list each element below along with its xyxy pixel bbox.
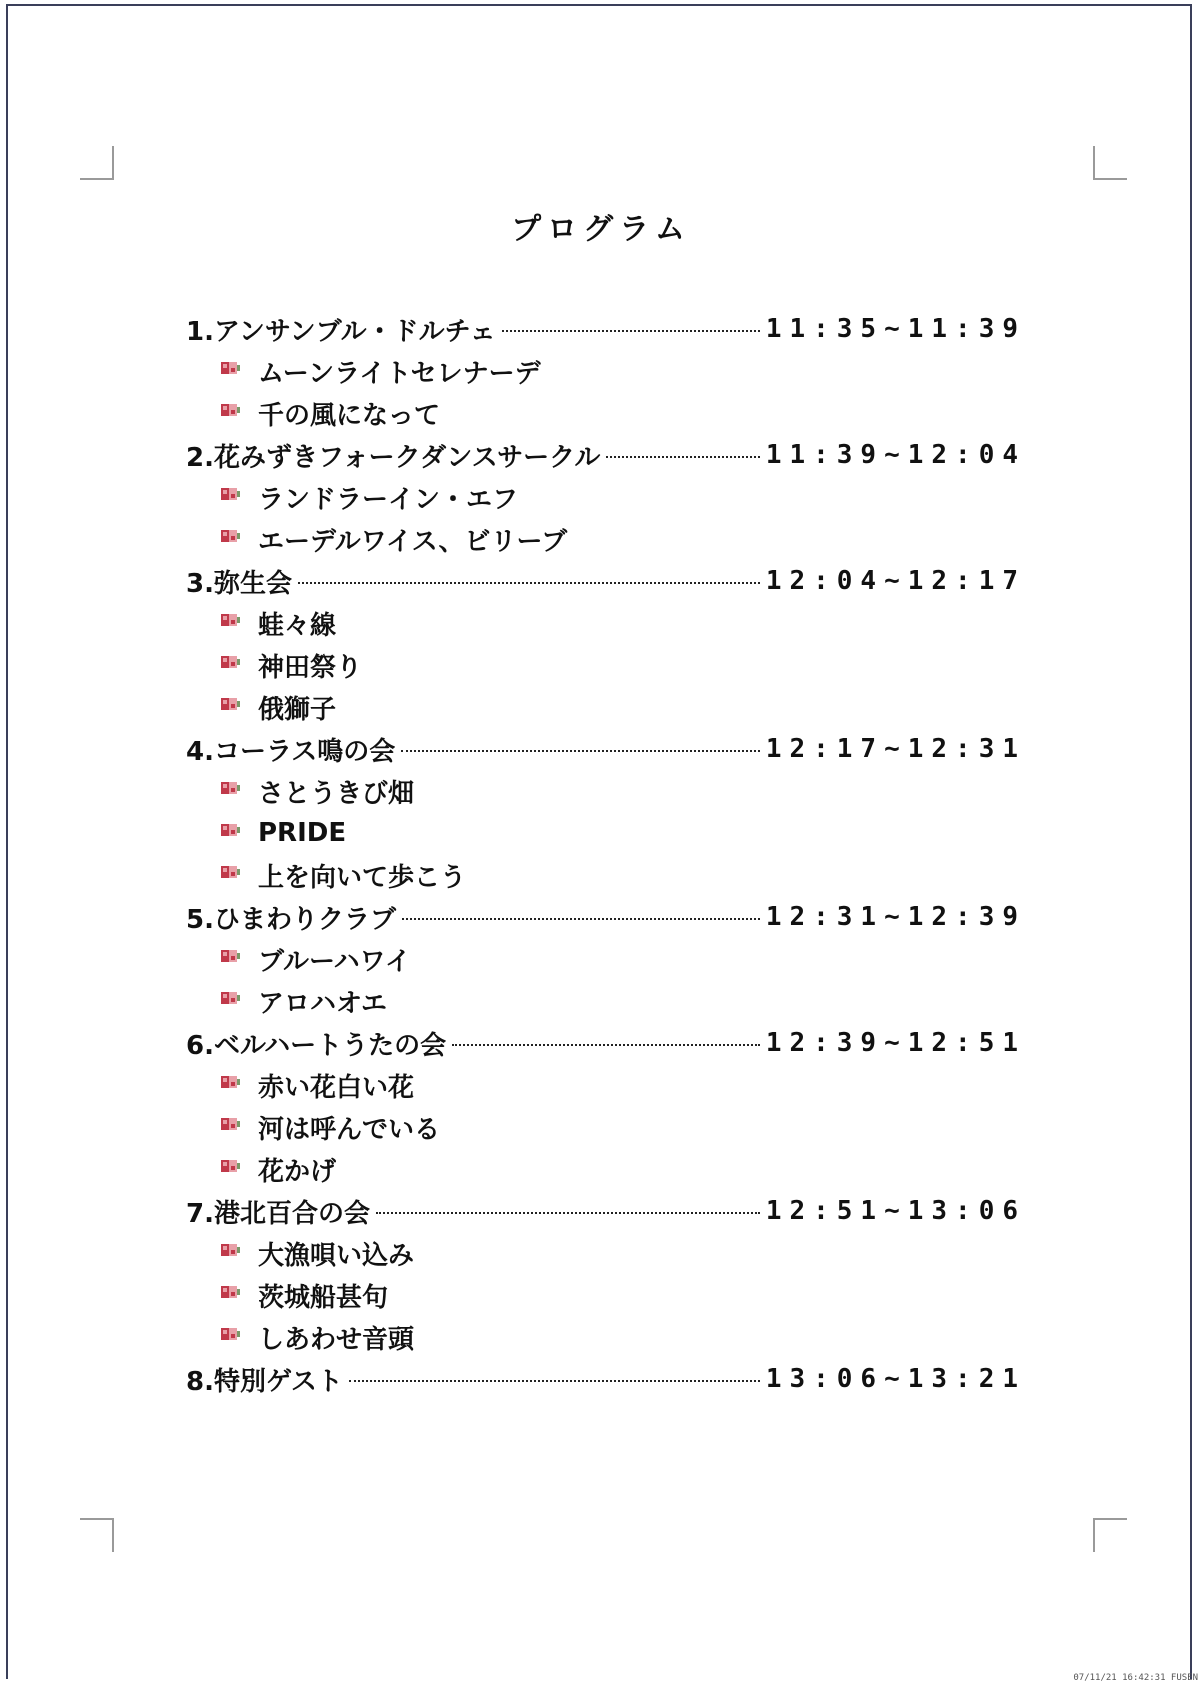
act-heading	[186, 434, 1026, 476]
act-number: 4.	[186, 736, 214, 767]
flower-bullet-icon	[220, 822, 242, 838]
dot-leader	[401, 750, 760, 752]
song-title: 蛙々線	[258, 610, 337, 641]
song-list	[186, 350, 1026, 434]
act-name	[186, 563, 292, 600]
act-time: 11:35~11:39	[765, 314, 1026, 344]
act-name	[186, 731, 395, 768]
song-item	[186, 770, 1026, 812]
act-number: 2.	[186, 442, 214, 473]
act-title: ひまわりクラブ	[213, 904, 396, 935]
dot-leader	[452, 1044, 760, 1046]
act-name	[186, 1025, 446, 1062]
song-item	[186, 476, 1026, 518]
program-list	[186, 308, 1026, 1400]
song-title: しあわせ音頭	[258, 1324, 415, 1355]
flower-bullet-icon	[220, 360, 242, 376]
act-title: 港北百合の会	[213, 1198, 370, 1229]
flower-bullet-icon	[220, 948, 242, 964]
program-act	[186, 728, 1026, 896]
flower-bullet-icon	[220, 1242, 242, 1258]
crop-mark-top-right	[1093, 146, 1127, 180]
crop-mark-bottom-left	[80, 1518, 114, 1552]
act-heading	[186, 308, 1026, 350]
dot-leader	[376, 1212, 760, 1214]
act-time: 12:51~13:06	[765, 1196, 1026, 1226]
song-title: 上を向いて歩こう	[258, 862, 467, 893]
act-time: 11:39~12:04	[765, 440, 1026, 470]
dot-leader	[606, 456, 759, 458]
song-item	[186, 1232, 1026, 1274]
act-title: アンサンブル・ドルチェ	[213, 316, 496, 347]
song-item	[186, 980, 1026, 1022]
song-title: ムーンライトセレナーデ	[258, 358, 541, 389]
flower-bullet-icon	[220, 654, 242, 670]
act-heading	[186, 728, 1026, 770]
song-title: 俄獅子	[258, 694, 337, 725]
act-heading	[186, 1022, 1026, 1064]
act-name	[186, 1361, 343, 1398]
flower-bullet-icon	[220, 1326, 242, 1342]
act-title: 弥生会	[213, 568, 292, 599]
flower-bullet-icon	[220, 1074, 242, 1090]
flower-bullet-icon	[220, 990, 242, 1006]
program-act	[186, 560, 1026, 728]
program-act	[186, 434, 1026, 560]
program-act	[186, 896, 1026, 1022]
act-number: 5.	[186, 904, 214, 935]
act-name	[186, 311, 496, 348]
song-list	[186, 938, 1026, 1022]
song-title: 千の風になって	[258, 400, 441, 431]
song-title: 河は呼んでいる	[258, 1114, 441, 1145]
song-title: 大漁唄い込み	[258, 1240, 415, 1271]
song-item	[186, 644, 1026, 686]
act-time: 12:04~12:17	[765, 566, 1026, 596]
act-title: コーラス鳴の会	[213, 736, 396, 767]
song-title: アロハオエ	[258, 988, 387, 1019]
flower-bullet-icon	[220, 1158, 242, 1174]
act-heading	[186, 896, 1026, 938]
act-time: 13:06~13:21	[765, 1364, 1026, 1394]
song-title: ブルーハワイ	[258, 946, 411, 977]
song-title: さとうきび畑	[258, 778, 415, 809]
song-title: PRIDE	[258, 818, 347, 848]
document-page	[6, 4, 1192, 1679]
act-title: 花みずきフォークダンスサークル	[213, 442, 601, 473]
flower-bullet-icon	[220, 612, 242, 628]
song-item	[186, 350, 1026, 392]
song-item	[186, 1064, 1026, 1106]
act-name	[186, 899, 396, 936]
song-title: 赤い花白い花	[258, 1072, 415, 1103]
flower-bullet-icon	[220, 780, 242, 796]
act-name	[186, 437, 600, 474]
flower-bullet-icon	[220, 1284, 242, 1300]
crop-mark-bottom-right	[1093, 1518, 1127, 1552]
song-title: 茨城船甚句	[258, 1282, 389, 1313]
flower-bullet-icon	[220, 864, 242, 880]
act-heading	[186, 560, 1026, 602]
flower-bullet-icon	[220, 1116, 242, 1132]
song-item	[186, 392, 1026, 434]
flower-bullet-icon	[220, 486, 242, 502]
page-title: プログラム	[511, 212, 691, 247]
program-act	[186, 1022, 1026, 1190]
act-name	[186, 1193, 370, 1230]
program-act	[186, 1358, 1026, 1400]
dot-leader	[298, 582, 760, 584]
act-title: 特別ゲスト	[213, 1366, 343, 1397]
flower-bullet-icon	[220, 402, 242, 418]
song-item	[186, 938, 1026, 980]
dot-leader	[502, 330, 760, 332]
act-time: 12:17~12:31	[765, 734, 1026, 764]
song-list	[186, 770, 1026, 896]
flower-bullet-icon	[220, 528, 242, 544]
song-list	[186, 1064, 1026, 1190]
dot-leader	[402, 918, 760, 920]
act-time: 12:39~12:51	[765, 1028, 1026, 1058]
song-list	[186, 602, 1026, 728]
song-title: 花かげ	[258, 1156, 337, 1187]
song-list	[186, 476, 1026, 560]
crop-mark-top-left	[80, 146, 114, 180]
act-number: 8.	[186, 1366, 214, 1397]
song-item	[186, 1148, 1026, 1190]
act-number: 3.	[186, 568, 214, 599]
flower-bullet-icon	[220, 696, 242, 712]
act-title: ベルハートうたの会	[213, 1030, 447, 1061]
song-title: エーデルワイス、ビリーブ	[258, 526, 568, 557]
dot-leader	[349, 1380, 760, 1382]
program-act	[186, 308, 1026, 434]
song-item	[186, 1106, 1026, 1148]
song-title: ランドラーイン・エフ	[258, 484, 519, 515]
song-item	[186, 602, 1026, 644]
song-item	[186, 1316, 1026, 1358]
footer-stamp: 07/11/21 16:42:31 FUSEN	[1073, 1673, 1198, 1683]
song-title: 神田祭り	[258, 652, 363, 683]
song-item	[186, 1274, 1026, 1316]
act-time: 12:31~12:39	[765, 902, 1026, 932]
song-item	[186, 518, 1026, 560]
act-heading	[186, 1190, 1026, 1232]
act-number: 7.	[186, 1198, 214, 1229]
song-item	[186, 686, 1026, 728]
act-heading	[186, 1358, 1026, 1400]
act-number: 6.	[186, 1030, 214, 1061]
song-list	[186, 1232, 1026, 1358]
song-item	[186, 812, 1026, 854]
act-number: 1.	[186, 316, 214, 347]
program-act	[186, 1190, 1026, 1358]
song-item	[186, 854, 1026, 896]
